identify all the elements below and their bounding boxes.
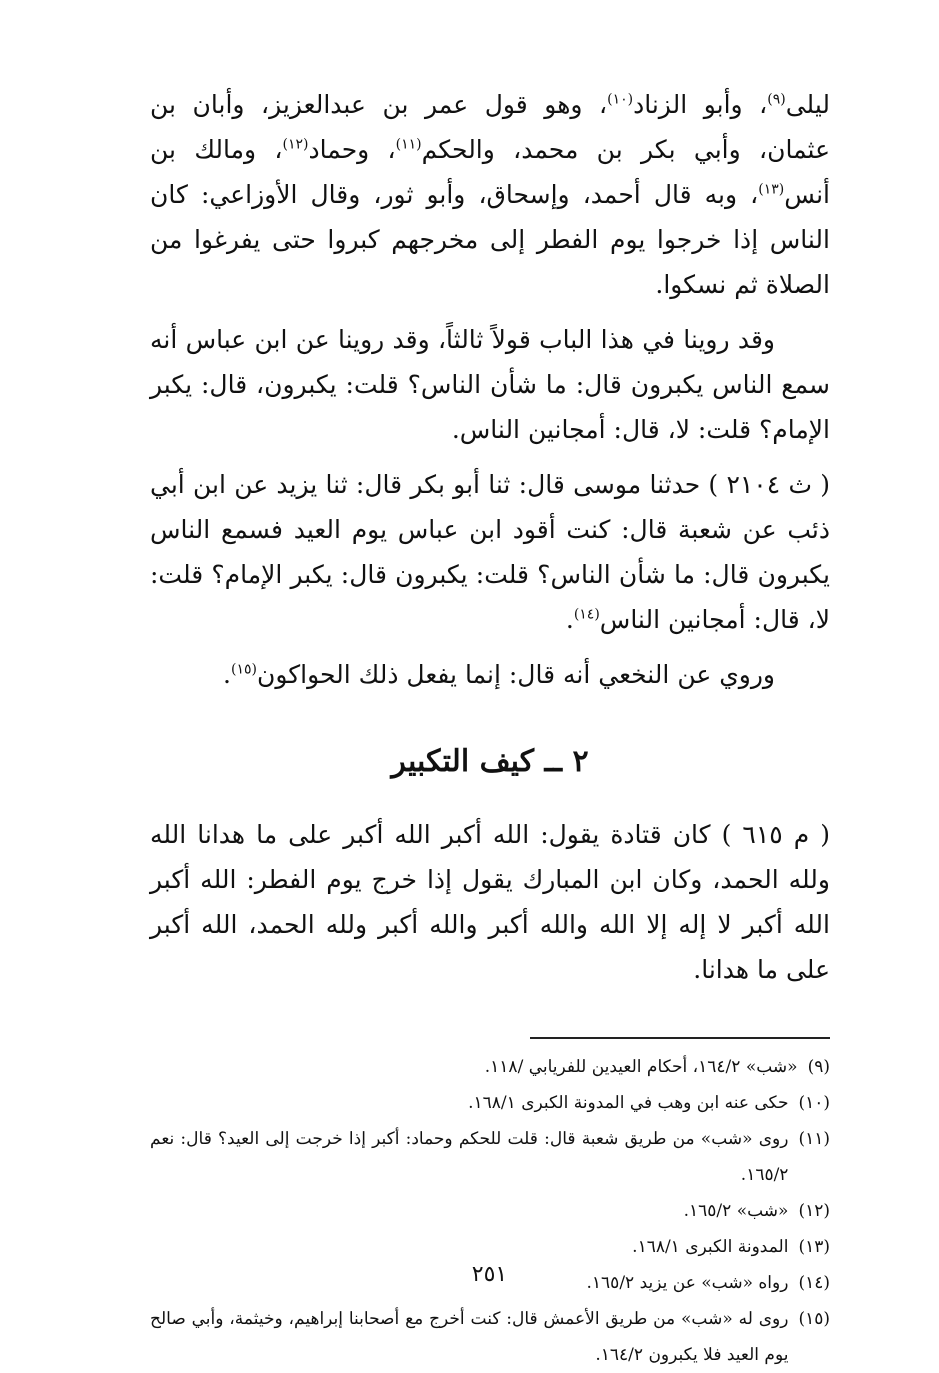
footnote-number: (١١) bbox=[798, 1129, 830, 1149]
footnote-number: (١٣) bbox=[798, 1237, 830, 1257]
footnote-ref-11[interactable]: (١١) bbox=[395, 136, 422, 153]
footnote-ref-15[interactable]: (١٥) bbox=[230, 661, 257, 678]
page-body bbox=[150, 82, 830, 1373]
footnote-text: روى «شب» من طريق شعبة قال: قلت للحكم وحماد: أكبر إذا خرجت إلى العيد؟ قال: نعم ١٦٥/٢. bbox=[150, 1129, 789, 1185]
footnote-ref-13[interactable]: (١٣) bbox=[758, 181, 785, 198]
footnote-number: (١٠) bbox=[798, 1093, 830, 1113]
footnote-number: (١٤) bbox=[798, 1273, 830, 1293]
footnote-11 bbox=[150, 1121, 830, 1193]
footnote-text: «شب» ١٦٤/٢، أحكام العيدين للفريابي /١١٨. bbox=[484, 1057, 798, 1077]
footnote-text: رواه «شب» عن يزيد ١٦٥/٢. bbox=[586, 1273, 789, 1293]
footnote-13 bbox=[150, 1229, 830, 1265]
p1-text-c: ، وهو قول عمر بن عبدالعزيز، وأبان بن عثمان، وأبي بكر بن محمد، والحكم bbox=[150, 90, 830, 164]
footnote-number: (١٢) bbox=[798, 1201, 830, 1221]
p1-text-b: ، وأبو الزناد bbox=[633, 90, 768, 119]
p3-end: . bbox=[565, 605, 574, 634]
paragraph-3 bbox=[150, 462, 830, 642]
p3-text: ( ث ٢١٠٤ ) حدثنا موسى قال: ثنا أبو بكر قال: ثنا يزيد عن ابن أبي ذئب عن شعبة قال: كنت أقود ابن عباس يوم العيد فسمع الناس يكبرون قال: ما شأن الناس؟ قلت: يكبرون قال: يكبر الإمام؟ قلت: لا، قال: أمجانين الناس bbox=[150, 470, 831, 634]
p1-text-e: ، ومالك بن أنس bbox=[150, 135, 830, 209]
p1-text-a: ليلى bbox=[785, 90, 830, 119]
paragraph-2: وقد روينا في هذا الباب قولاً ثالثاً، وقد روينا عن ابن عباس أنه سمع الناس يكبرون قال: ما شأن الناس؟ قلت: يكبرون، قال: يكبر الإمام؟ قلت: لا، قال: أمجانين الناس. bbox=[150, 325, 830, 444]
footnote-ref-12[interactable]: (١٢) bbox=[282, 136, 309, 153]
footnote-10 bbox=[150, 1085, 830, 1121]
footnote-12 bbox=[150, 1193, 830, 1229]
footnote-ref-9[interactable]: (٩) bbox=[767, 91, 786, 108]
footnote-number: (١٥) bbox=[798, 1309, 830, 1329]
page-number: ٢٥١ bbox=[471, 1262, 508, 1287]
p1-text-f: ، وبه قال أحمد، وإسحاق، وأبو ثور، وقال الأوزاعي: كان الناس إذا خرجوا يوم الفطر إلى مخرجهم كبروا حتى يفرغوا من الصلاة ثم نسكوا. bbox=[150, 180, 830, 299]
footnote-9 bbox=[150, 1049, 830, 1085]
footnote-ref-14[interactable]: (١٤) bbox=[573, 606, 600, 623]
footnote-text: روى له «شب» من طريق الأعمش قال: كنت أخرج مع أصحابنا إبراهيم، وخيثمة، وأبي صالح يوم العيد فلا يكبرون ١٦٤/٢. bbox=[150, 1309, 789, 1365]
footnote-text: «شب» ١٦٥/٢. bbox=[683, 1201, 789, 1221]
paragraph-5: ( م ٦١٥ ) كان قتادة يقول: الله أكبر الله أكبر على ما هدانا الله ولله الحمد، وكان ابن المبارك يقول إذا خرج يوم الفطر: الله أكبر الله أكبر لا إله إلا الله والله أكبر والله أكبر ولله الحمد، الله أكبر على ما هدانا. bbox=[150, 820, 830, 984]
p4-end: . bbox=[223, 660, 231, 689]
p4-text: وروي عن النخعي أنه قال: إنما يفعل ذلك الحواكون bbox=[256, 660, 775, 689]
footnote-ref-10[interactable]: (١٠) bbox=[607, 91, 634, 108]
footnote-divider bbox=[530, 1037, 830, 1039]
section-title: ٢ ــ كيف التكبير bbox=[391, 744, 589, 779]
footnotes bbox=[150, 1049, 830, 1373]
paragraph-1 bbox=[150, 82, 830, 307]
footnote-text: المدونة الكبرى ١٦٨/١. bbox=[632, 1237, 789, 1257]
p1-text-d: ، وحماد bbox=[308, 135, 396, 164]
footnote-15 bbox=[150, 1301, 830, 1373]
footnote-text: حكى عنه ابن وهب في المدونة الكبرى ١٦٨/١. bbox=[468, 1093, 789, 1113]
paragraph-4 bbox=[150, 652, 830, 697]
footnote-number: (٩) bbox=[807, 1057, 830, 1077]
